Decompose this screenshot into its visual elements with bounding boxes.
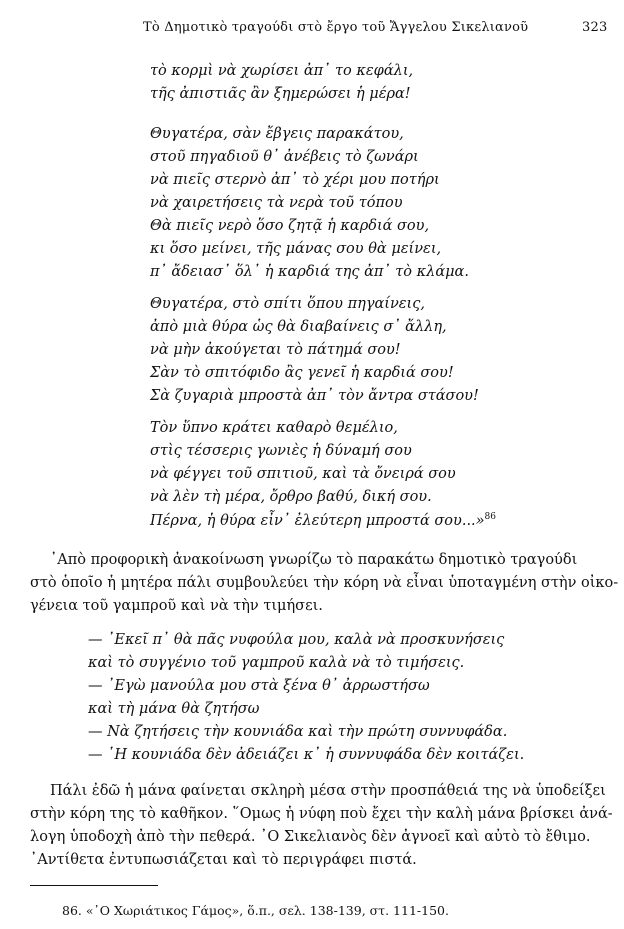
verse-line: νὰ μὴν ἀκούγεται τὸ πάτημά σου! [150,342,401,358]
verse-line: στοῦ πηγαδιοῦ θ᾽ ἀνέβεις τὸ ζωνάρι [150,149,419,165]
verse-line: νὰ πιεῖς στερνὸ ἀπ᾽ τὸ χέρι μου ποτήρι [150,172,440,188]
running-title: Τὸ Δημοτικὸ τραγούδι στὸ ἔργο τοῦ Ἄγγελου Σικελιανοῦ [143,20,529,35]
verse-line: Θὰ πιεῖς νερὸ ὅσο ζητᾷ ἡ καρδιά σου, [150,218,430,234]
dialogue-line: — ᾽Εκεῖ π᾽ θὰ πᾶς νυφούλα μου, καλὰ νὰ προσκυνήσεις [88,632,505,648]
dialogue-line: — ᾽Εγὼ μανούλα μου στὰ ξένα θ᾽ ἀρρωστήσω [88,678,430,694]
verse-line: ἀπὸ μιὰ θύρα ὡς θὰ διαβαίνεις σ᾽ ἄλλη, [150,319,447,335]
verse-line: τῆς ἀπιστιᾶς ἂν ξημερώσει ἡ μέρα! [150,86,411,102]
verse-line: τὸ κορμὶ νὰ χωρίσει ἀπ᾽ το κεφάλι, [150,63,414,79]
verse-line-last: Πέρνα, ἡ θύρα εἶν᾽ ἐλεύτερη μπροστά σου...»$^{86}$ [150,512,496,529]
verse-line: νὰ χαιρετήσεις τὰ νερὰ τοῦ τόπου [150,195,403,211]
dialogue-line: καὶ τὸ συγγένιο τοῦ γαμπροῦ καλὰ νὰ τὸ τιμήσεις. [88,655,465,671]
footnote-divider [30,885,158,886]
paragraph-line: Πάλι ἐδῶ ἡ μάνα φαίνεται σκληρὴ μέσα στὴν προσπάθειά της νὰ ὑποδείξει [50,783,606,799]
verse-line: Τὸν ὕπνο κράτει καθαρὸ θεμέλιο, [150,420,398,436]
verse-line: Θυγατέρα, στὸ σπίτι ὅπου πηγαίνεις, [150,296,425,312]
paragraph-line: ᾽Αντίθετα ἐντυπωσιάζεται καὶ τὸ περιγράφει πιστά. [30,852,417,868]
verse-line: Σὰ ζυγαριὰ μπροστὰ ἀπ᾽ τὸν ἄντρα στάσου! [150,388,479,404]
paragraph-line: στὸ ὁποῖο ἡ μητέρα πάλι συμβουλεύει τὴν κόρη νὰ εἶναι ὑποταγμένη στὴν οἰκο- [30,575,619,591]
dialogue-line: — Νὰ ζητήσεις τὴν κουνιάδα καὶ τὴν πρώτη συννυφάδα. [88,724,508,740]
verse-line: νὰ λὲν τὴ μέρα, ὄρθρο βαθύ, δική σου. [150,489,432,505]
verse-line: Σὰν τὸ σπιτόφιδο ἂς γενεῖ ἡ καρδιά σου! [150,365,454,381]
paragraph-line: γένεια τοῦ γαμπροῦ καὶ νὰ τὴν τιμήσει. [30,598,323,614]
dialogue-line: καὶ τὴ μάνα θὰ ζητήσω [88,701,260,717]
verse-line: π᾽ ἄδειασ᾽ ὅλ᾽ ἡ καρδιά της ἀπ᾽ τὸ κλάμα. [150,264,469,280]
verse-line: στὶς τέσσερις γωνιὲς ἡ δύναμή σου [150,443,412,459]
footnote: 86. «᾽Ο Χωριάτικος Γάμος», ὅ.π., σελ. 138-139, στ. 111-150. [62,903,449,918]
dialogue-line: — ῾Η κουνιάδα δὲν ἀδειάζει κ᾽ ἡ συννυφάδα δὲν κοιτάζει. [88,747,525,763]
verse-line: κι ὅσο μείνει, τῆς μάνας σου θὰ μείνει, [150,241,442,257]
paragraph-line: λογη ὑποδοχὴ ἀπὸ τὴν πεθερά. ᾽Ο Σικελιανὸς δὲν ἀγνοεῖ καὶ αὐτὸ τὸ ἔθιμο. [30,829,591,845]
verse-line: νὰ φέγγει τοῦ σπιτιοῦ, καὶ τὰ ὄνειρά σου [150,466,456,482]
page-number: 323 [582,20,608,35]
footnote-ref: 86 [484,512,496,522]
verse-line: Θυγατέρα, σὰν ἔβγεις παρακάτου, [150,126,404,142]
paragraph-line: στὴν κόρη της τὸ καθῆκον. ῞Ομως ἡ νύφη ποὺ ἔχει τὴν καλὴ μάνα βρίσκει ἀνά- [30,806,613,822]
paragraph-line: ᾽Απὸ προφορικὴ ἀνακοίνωση γνωρίζω τὸ παρακάτω δημοτικὸ τραγούδι [50,552,578,568]
